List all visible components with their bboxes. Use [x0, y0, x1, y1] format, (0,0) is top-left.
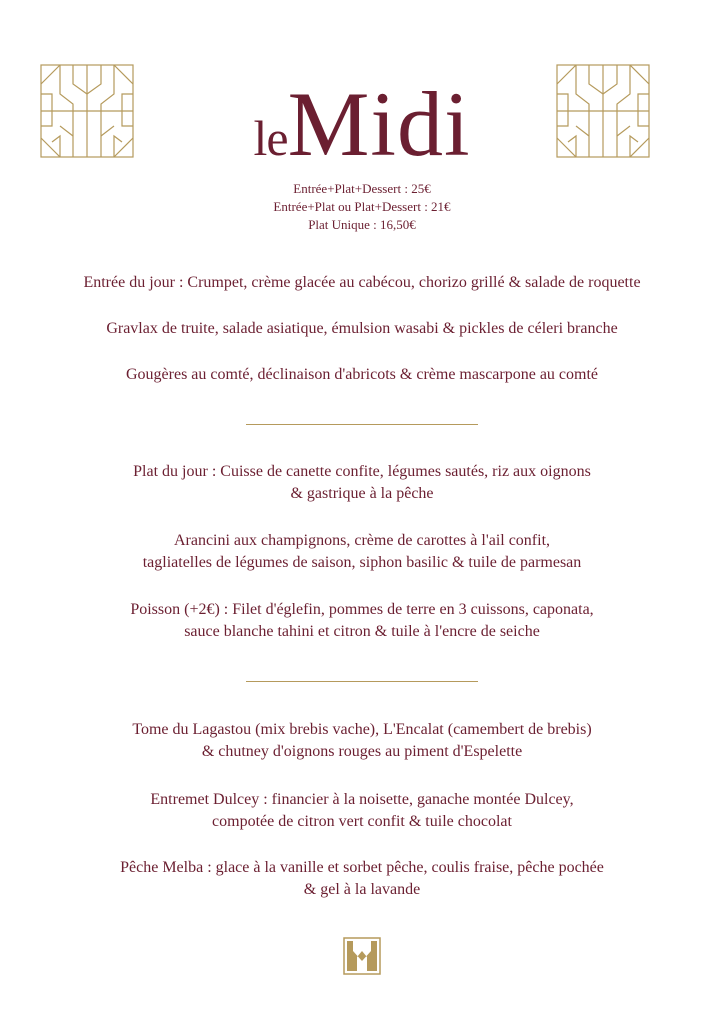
menu-item-text: & chutney d'oignons rouges au piment d'Espelette: [201, 743, 523, 760]
menu-item-text: Pêche Melba : glace à la vanille et sorbet pêche, coulis fraise, pêche pochée: [120, 859, 604, 876]
menu-item-text: compotée de citron vert confit & tuile chocolat: [212, 813, 512, 830]
menu-item: [0, 364, 724, 386]
price-line: Entrée+Plat ou Plat+Dessert : 21€: [273, 199, 451, 214]
menu-item-text: Plat du jour : Cuisse de canette confite, légumes sautés, riz aux oignons: [133, 463, 591, 480]
menu-item-text: & gastrique à la pêche: [290, 485, 434, 502]
menu-item-text: Entrée du jour : Crumpet, crème glacée au cabécou, chorizo grillé & salade de roquette: [83, 274, 641, 291]
price-line: Entrée+Plat+Dessert : 25€: [293, 181, 431, 196]
menu-item-text: Gravlax de truite, salade asiatique, émulsion wasabi & pickles de céleri branche: [106, 320, 618, 337]
menu-item-text: Poisson (+2€) : Filet d'églefin, pommes de terre en 3 cuissons, caponata,: [130, 601, 594, 618]
menu-item: [0, 857, 724, 901]
menu-item: [0, 530, 724, 574]
menu-item: [0, 272, 724, 294]
price-line: Plat Unique : 16,50€: [308, 217, 416, 232]
menu-item-text: Entremet Dulcey : financier à la noisette, ganache montée Dulcey,: [150, 791, 574, 808]
menu-item-text: tagliatelles de légumes de saison, siphon basilic & tuile de parmesan: [142, 554, 582, 571]
menu-item-text: Gougères au comté, déclinaison d'abricots & crème mascarpone au comté: [125, 366, 599, 383]
restaurant-logo: [0, 73, 724, 175]
menu-item-text: & gel à la lavande: [303, 881, 421, 898]
section-divider: [246, 424, 478, 425]
section-divider: [246, 681, 478, 682]
menu-item-text: Arancini aux champignons, crème de carottes à l'ail confit,: [173, 532, 551, 549]
menu-item: [0, 789, 724, 833]
price-list: [0, 180, 724, 234]
menu-item-text: Tome du Lagastou (mix brebis vache), L'Encalat (camembert de brebis): [132, 721, 592, 738]
menu-item: [0, 719, 724, 763]
menu-item: [0, 461, 724, 505]
logo-prefix: le: [253, 110, 288, 166]
menu-item: [0, 318, 724, 340]
menu-item: [0, 599, 724, 643]
menu-item-text: sauce blanche tahini et citron & tuile à l'encre de seiche: [184, 623, 540, 640]
monogram-logo-icon: [343, 937, 381, 975]
logo-name: Midi: [287, 73, 471, 175]
